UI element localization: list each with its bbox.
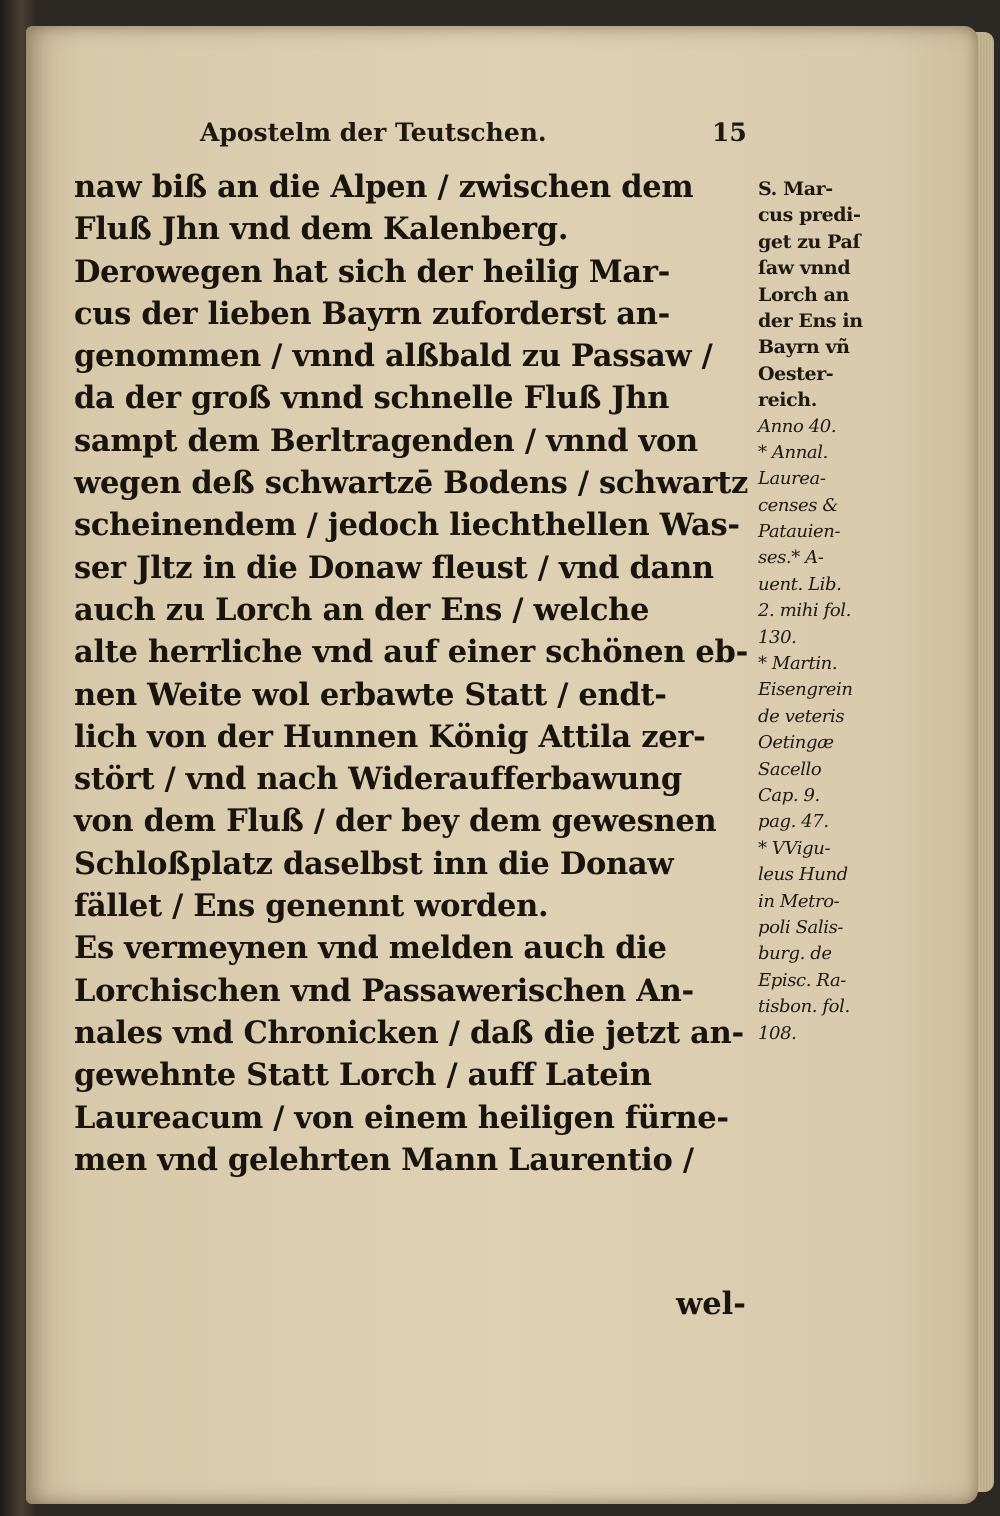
margin-note-line: reich. bbox=[758, 389, 817, 412]
text-line: nales vnd Chronicken / daß die jetzt an- bbox=[74, 1014, 744, 1051]
margin-note-line: censes & bbox=[758, 494, 838, 516]
margin-note-line: uent. Lib. bbox=[758, 573, 842, 595]
text-line: stört / vnd nach Wideraufferbawung bbox=[74, 761, 682, 798]
margin-note-line: Sacello bbox=[758, 758, 822, 780]
text-line: nen Weite wol erbawte Statt / endt- bbox=[74, 676, 667, 713]
text-line: scheinendem / jedoch liechthellen Was- bbox=[74, 507, 740, 544]
margin-note-line: * VVigu- bbox=[758, 837, 831, 859]
margin-note-line: leus Hund bbox=[758, 864, 848, 886]
margin-note-line: de veteris bbox=[758, 705, 845, 727]
main-text-block bbox=[74, 166, 764, 1181]
text-line: Derowegen hat sich der heilig Mar- bbox=[74, 253, 670, 290]
marginal-notes bbox=[758, 176, 908, 1047]
margin-note-line: * Martin. bbox=[758, 653, 838, 675]
text-line: naw biß an die Alpen / zwischen dem bbox=[74, 169, 694, 205]
margin-note-line: Eisengrein bbox=[758, 679, 853, 701]
text-line: alte herrliche vnd auf einer schönen eb- bbox=[74, 634, 748, 671]
folio-number: 15 bbox=[712, 118, 747, 147]
text-line: Fluß Jhn vnd dem Kalenberg. bbox=[74, 211, 569, 248]
text-line: Lorchischen vnd Passawerischen An- bbox=[74, 972, 694, 1009]
margin-note-line: in Metro- bbox=[758, 890, 840, 912]
text-line: sampt dem Berltragenden / vnnd von bbox=[74, 422, 698, 459]
text-line: ser Jltz in die Donaw fleust / vnd dann bbox=[74, 549, 714, 586]
running-title: Apostelm der Teutschen. bbox=[200, 118, 547, 147]
text-line: von dem Fluß / der bey dem gewesnen bbox=[74, 803, 717, 840]
catchword: wel- bbox=[676, 1286, 746, 1322]
text-line: fället / Ens genennt worden. bbox=[74, 888, 549, 925]
text-line: da der groß vnnd schnelle Fluß Jhn bbox=[74, 380, 670, 417]
text-line: genommen / vnnd alßbald zu Passaw / bbox=[74, 338, 713, 375]
margin-note-line: 130. bbox=[758, 626, 797, 648]
margin-note-line: cus predi- bbox=[758, 204, 861, 227]
text-line: cus der lieben Bayrn zuforderst an- bbox=[74, 295, 670, 332]
margin-note-line: 2. mihi fol. bbox=[758, 600, 851, 622]
margin-note-line: Anno 40. bbox=[758, 415, 837, 437]
margin-note-line: Cap. 9. bbox=[758, 784, 820, 806]
text-line: wegen deß schwartzē Bodens / schwartz bbox=[74, 465, 749, 502]
margin-note-line: Oester- bbox=[758, 362, 834, 385]
text-line: men vnd gelehrten Mann Laurentio / bbox=[74, 1141, 694, 1178]
running-header bbox=[200, 114, 800, 154]
text-line: Es vermeynen vnd melden auch die bbox=[74, 930, 667, 967]
margin-note-line: Episc. Ra- bbox=[758, 969, 846, 991]
text-line: auch zu Lorch an der Ens / welche bbox=[74, 591, 650, 628]
text-line: lich von der Hunnen König Attila zer- bbox=[74, 718, 706, 755]
margin-note-line: Lorch an bbox=[758, 283, 849, 306]
margin-note-line: Laurea- bbox=[758, 468, 826, 490]
margin-note-line: Bayrn vñ bbox=[758, 336, 850, 359]
margin-note-line: Patauien- bbox=[758, 521, 841, 543]
margin-note-line: pag. 47. bbox=[758, 811, 829, 833]
text-line: Schloßplatz daselbst inn die Donaw bbox=[74, 845, 674, 882]
margin-note-line: ſaw vnnd bbox=[758, 257, 851, 280]
margin-note-line: burg. de bbox=[758, 943, 832, 965]
margin-note-line: * Annal. bbox=[758, 441, 828, 463]
margin-note-line: Oetingæ bbox=[758, 732, 834, 754]
margin-note-line: ses.* A- bbox=[758, 547, 824, 569]
margin-note-line: poli Salis- bbox=[758, 916, 844, 938]
margin-note-line: get zu Paſ bbox=[758, 230, 861, 253]
margin-note-line: tisbon. fol. bbox=[758, 996, 850, 1018]
margin-note-line: der Ens in bbox=[758, 309, 863, 332]
text-line: gewehnte Statt Lorch / auff Latein bbox=[74, 1057, 652, 1094]
margin-note-line: 108. bbox=[758, 1022, 797, 1044]
margin-note-line: S. Mar- bbox=[758, 178, 833, 200]
text-line: Laureacum / von einem heiligen fürne- bbox=[74, 1099, 729, 1136]
